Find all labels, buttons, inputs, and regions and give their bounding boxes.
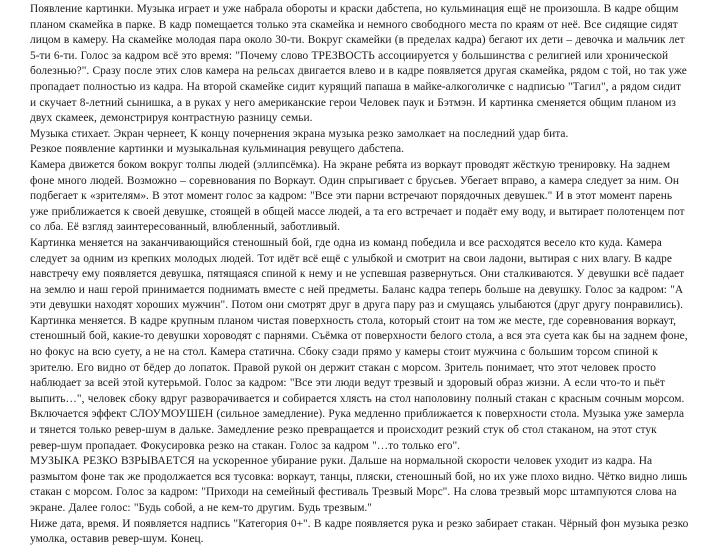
paragraph-dubstep-climax: Резкое появление картинки и музыкальная кульминация ревущего дабстепа. xyxy=(30,143,404,156)
paragraph-bench-scene: Появление картинки. Музыка играет и уже набрала обороты и краски дабстепа, но кульминация ещё не произошла. В кадре общим планом скамейка в парке. В кадр помещается только эта скамейка и немного свободного места по краям от неё. Все сидящие сидят лицом в камеру. На скамейке молодая пара около 30-ти. Вокруг скамейки (в пределах кадра) бегают их дети – девочка и мальчик лет 5-ти 6-ти. Голос за кадром всё это время: "Почему слово ТРЕЗВОСТЬ ассоциируется у большинства с религией или хронической болезнью?". Сразу после этих слов камера на рельсах двигается влево и в кадре появляется другая скамейка, рядом с той, но так уже пропадает полностью из кадра. На второй скамейке сидит курящий папаша в майке-алкоголичке с надписью "Тагил", а рядом сидит и скучает 8-летний сынишка, а в руках у него американские герои Человек паук и Бэтмэн. И картинка сменяется общим планом из двух скамеек, демонстрируя контрастную разницу семьи. xyxy=(30,3,687,125)
paragraph-music-fades: Музыка стихает. Экран чернеет, К концу почернения экрана музыка резко замолкает на последний удар бита. xyxy=(30,127,569,140)
paragraph-ending: Ниже дата, время. И появляется надпись "Категория 0+". В кадре появляется рука и резко забирает стакан. Чёрный фон музыка резко умолка, оставив ревер-шум. Конец. xyxy=(30,517,689,546)
paragraph-wall-fight-scene: Картинка меняется на заканчивающийся стеношный бой, где одна из команд победила и все расходятся весело кто куда. Камера следует за одним из крепких молодых людей. Тот идёт всё ещё с улыбкой и смотрит на свои ладони, вытирая с них влагу. В кадре навстречу ему появляется девушка, пятящаяся спиной к нему и не успевшая развернуться. Они сталкиваются. У девушки всё падает на землю и наш герой принимается поднимать вместе с ней предметы. Баланс кадра теперь больше на девушку. Голос за кадром: "А эти девушки находят хороших мужчин". Потом они смотрят друг в друга пару раз и смущаясь улыбаются (друг другу понравились). xyxy=(30,236,685,312)
paragraph-workout-scene: Камера движется боком вокруг толпы людей (эллипсёмка). На экране ребята из воркаут проводят жёсткую тренировку. На заднем фоне много людей. Возможно – соревнования по Воркаут. Один спрыгивает с брусьев. Убегает вправо, а камера следует за ним. Он подбегает к «зрителям». В этот момент голос за кадром: "Все эти парни встречают порядочных девушек." И в этот момент парень уже приближается к своей девушке, стоящей в общей массе людей, а та его встречает и подаёт ему воду, и вытирает полотенцем пот со лба. Её взгляд заинтересованный, влюбленный, заботливый. xyxy=(30,158,685,234)
document-body xyxy=(30,2,690,548)
paragraph-table-scene: Картинка меняется. В кадре крупным планом чистая поверхность стола, который стоит на том же месте, где соревнования воркаут, стеношный бой, какие-то девушки хороводят с парнями. Съёмка от поверхности белого стола, а вся эта суета как бы на заднем фоне, но фокус на всю суету, а не на стол. Камера статична. Сбоку сзади прямо у камеры стоит мужчина с большим торсом спиной к зрителю. Его видно от бёдер до лопаток. Правой рукой он держит стакан с морсом. Зритель понимает, что этот человек просто наблюдает за всей этой кутерьмой. Голос за кадром: "Все эти люди ведут трезвый и здоровый образ жизни. А если что-то и пьёт выпить…", человек сбоку вдруг разворачивается и собирается хлясть на стол наполовину полный стакан с красным сочным морсом. Включается эффект СЛОУМОУШЕН (сильное замедление). Рука медленно приближается к поверхности стола. Музыка уже замерла и тянется только ревер-шум в дальке. Замедление резко превращается и происходит резкий стук об стол стаканом, на этот стук ревер-шум пропадает. Фокусировка резко на стакан. Голос за кадром "…то только его". xyxy=(30,314,688,452)
paragraph-music-explodes: МУЗЫКА РЕЗКО ВЗРЫВАЕТСЯ на ускоренное убирание руки. Дальше на нормальной скорости человек уходит из кадра. На размытом фоне так же продолжается вся тусовка: воркаут, танцы, пляски, стеношный бой, но их уже плохо видно. Чётко видно лишь стакан с морсом. Голос за кадром: "Приходи на семейный фестиваль Трезвый Морс". На слова трезвый морс штампуются слова на экране. Далее голос: "Будь собой, а не кем-то другим. Будь трезвым." xyxy=(30,455,688,514)
